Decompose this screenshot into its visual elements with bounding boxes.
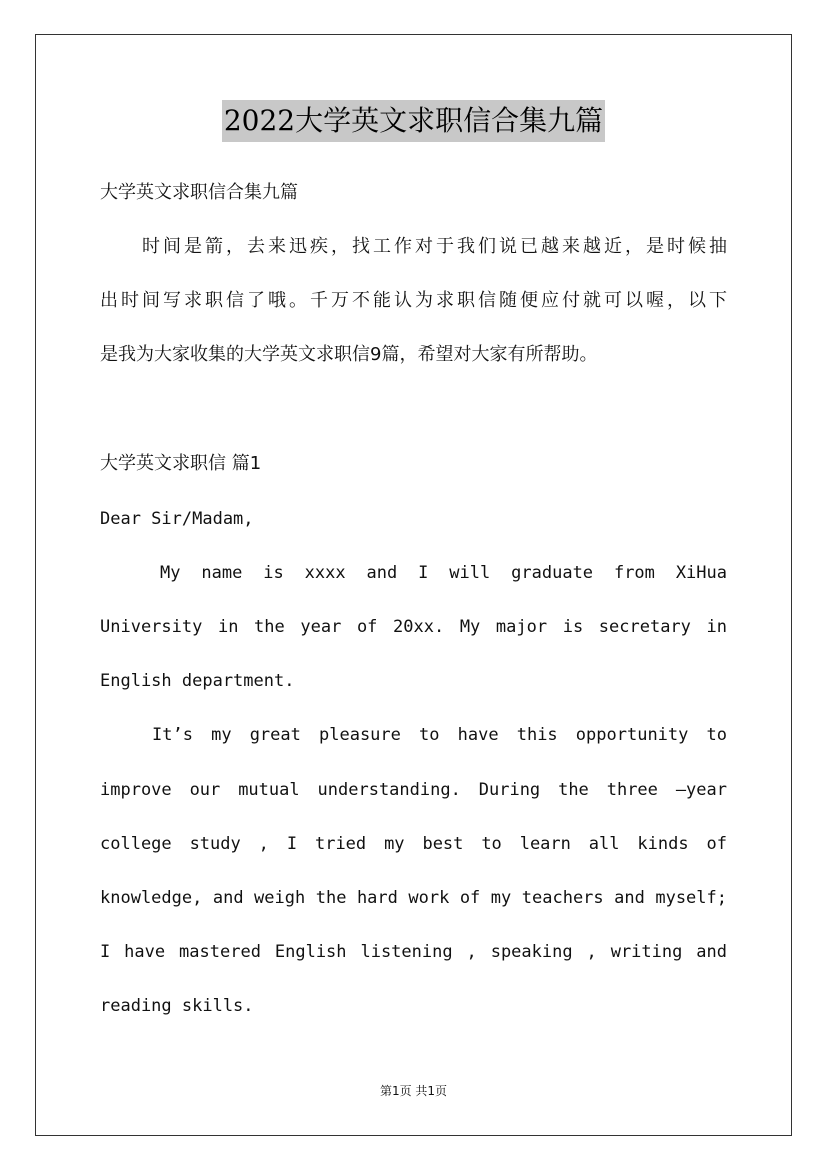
body-line: college study , I tried my best to learn all kinds of xyxy=(100,834,727,854)
title-container xyxy=(0,100,827,142)
section-heading: 大学英文求职信 篇1 xyxy=(100,453,262,474)
salutation: Dear Sir/Madam, xyxy=(100,509,254,529)
body-line: I have mastered English listening , speaking , writing and xyxy=(100,942,727,962)
document-subtitle: 大学英文求职信合集九篇 xyxy=(100,182,298,203)
document-title: 2022大学英文求职信合集九篇 xyxy=(222,100,605,142)
body-line: It’s my great pleasure to have this opportunity to xyxy=(152,725,727,745)
body-line: University in the year of 20xx. My major is secretary in xyxy=(100,617,727,637)
intro-line: 出时间写求职信了哦。千万不能认为求职信随便应付就可以喔，以下 xyxy=(100,290,727,311)
body-line: knowledge, and weigh the hard work of my teachers and myself; xyxy=(100,888,727,908)
body-line: reading skills. xyxy=(100,996,254,1016)
body-line: My name is xxxx and I will graduate from XiHua xyxy=(160,563,727,583)
body-line: improve our mutual understanding. During the three –year xyxy=(100,780,727,800)
intro-line: 是我为大家收集的大学英文求职信9篇，希望对大家有所帮助。 xyxy=(100,344,598,365)
intro-line: 时间是箭，去来迅疾，找工作对于我们说已越来越近，是时候抽 xyxy=(142,236,727,257)
body-line: English department. xyxy=(100,671,295,691)
page-footer: 第1页 共1页 xyxy=(379,1084,448,1098)
